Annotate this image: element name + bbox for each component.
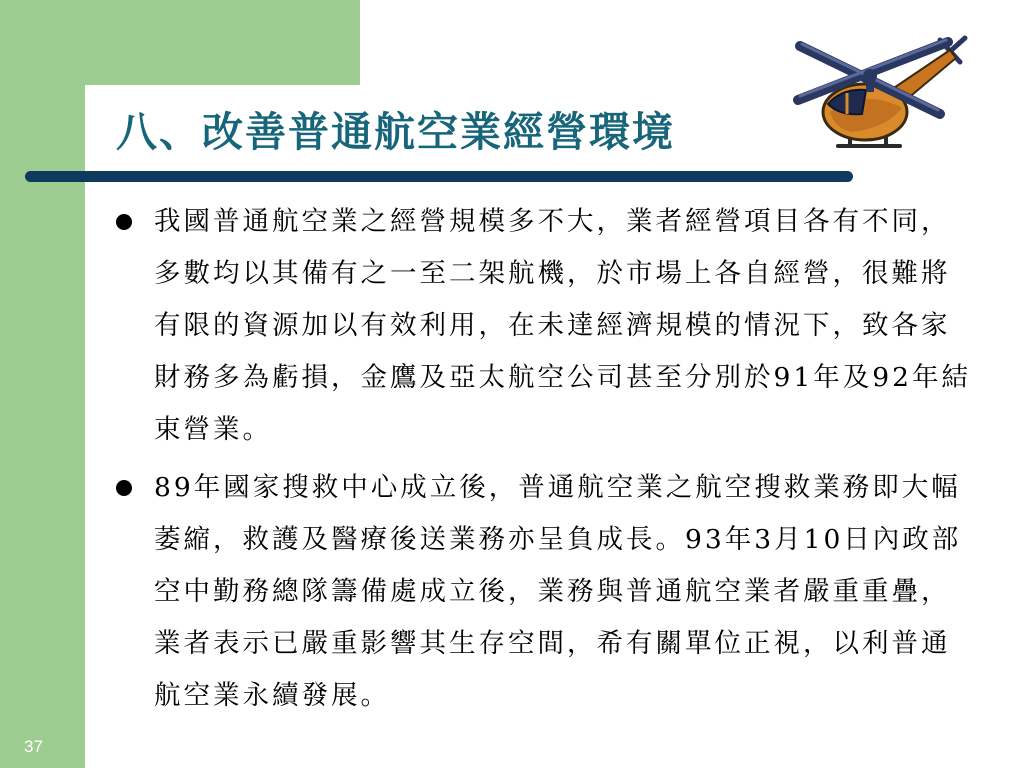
bullet-text: 我國普通航空業之經營規模多不大，業者經營項目各有不同，多數均以其備有之一至二架航機，於市場上各自經營，很難將有限的資源加以有效利用，在未達經濟規模的情況下，致各家財務多為虧損，金鷹及亞太航空公司甚至分別於91年及92年結束營業。 [154,206,971,445]
green-side-band [0,0,85,768]
bullet-list [112,196,972,728]
bullet-dot-icon [116,480,132,496]
bullet-item [112,462,972,722]
bullet-item [112,196,972,456]
helicopter-icon [790,28,990,163]
title-underline-rule [25,171,853,182]
green-top-band [0,0,360,85]
bullet-text: 89年國家搜救中心成立後，普通航空業之航空搜救業務即大幅萎縮，救護及醫療後送業務亦呈負成長。93年3月10日內政部空中勤務總隊籌備處成立後，業務與普通航空業者嚴重重疊，業者表示已嚴重影響其生存空間，希有關單位正視，以利普通航空業永續發展。 [154,472,962,711]
slide-title: 八、改善普通航空業經營環境 [116,108,675,156]
bullet-dot-icon [116,214,132,230]
page-number: 37 [24,737,43,756]
